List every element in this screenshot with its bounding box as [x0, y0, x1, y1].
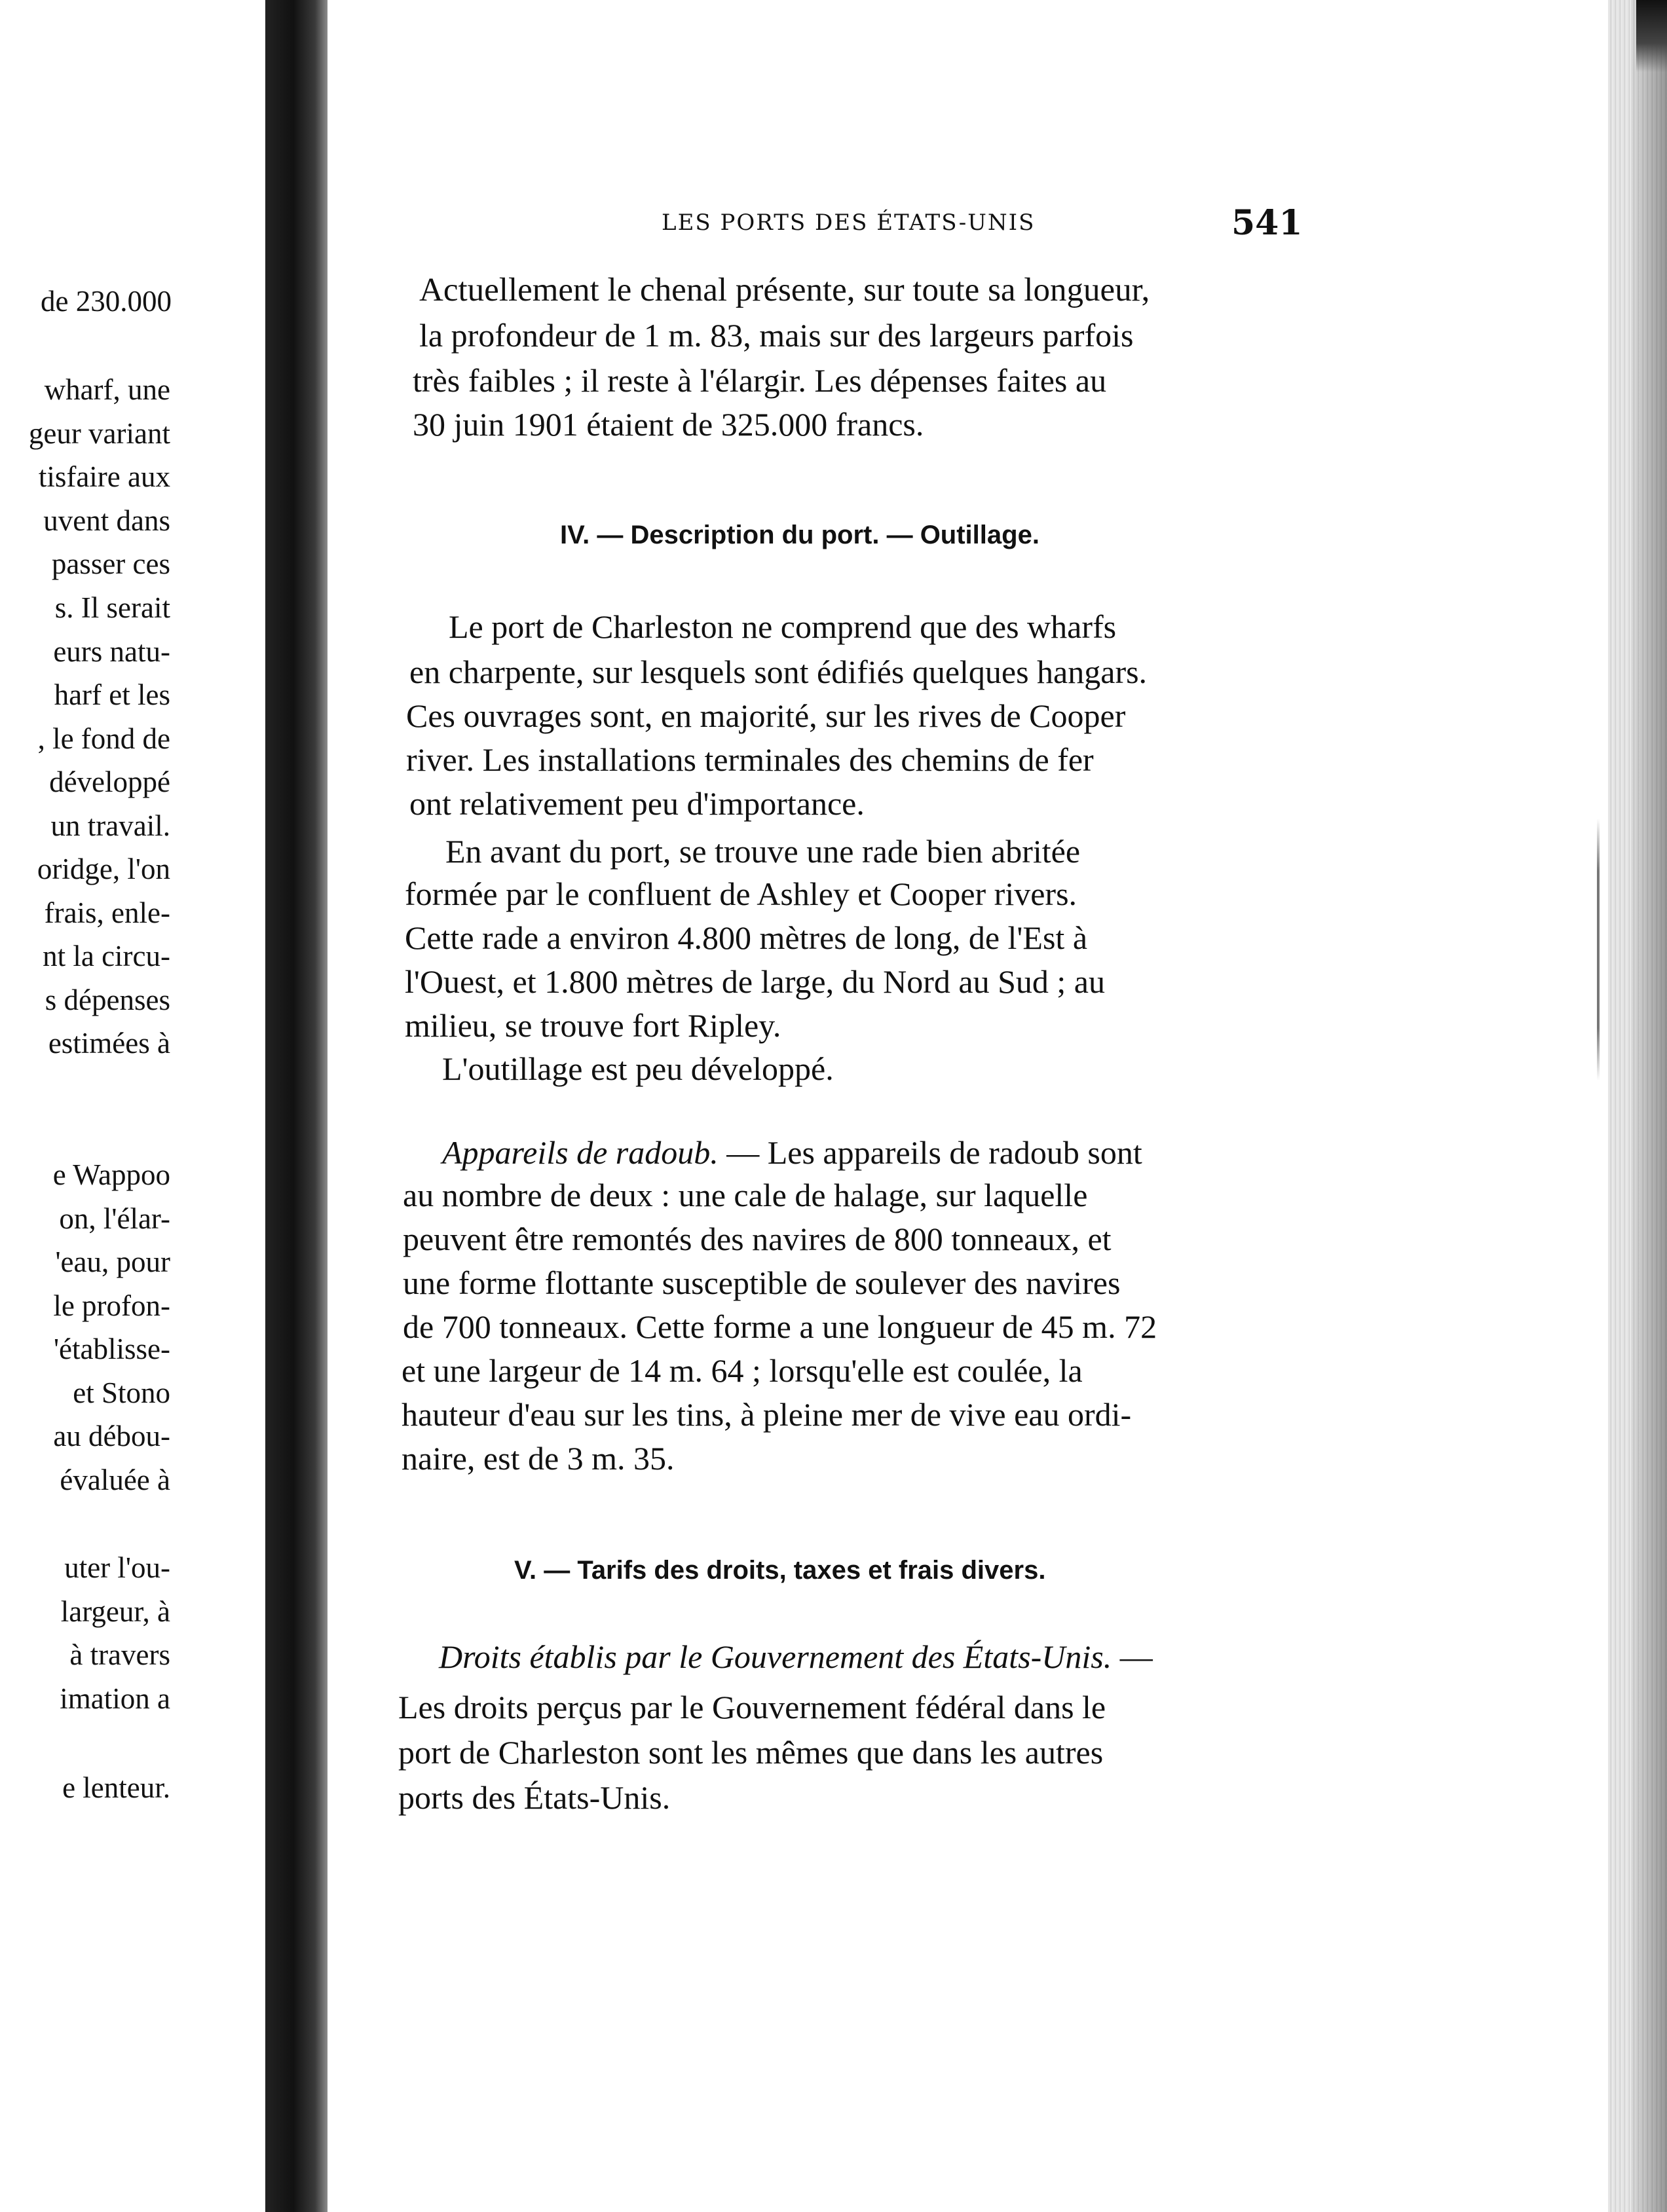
left-page-line: eurs natu-	[53, 635, 170, 668]
left-page-line: e lenteur.	[62, 1771, 170, 1804]
radoub-line: peuvent être remontés des navires de 800 tonneaux, et	[403, 1221, 1112, 1257]
left-page-line: le profon-	[53, 1289, 170, 1322]
radoub-title: Appareils de radoub.	[442, 1134, 719, 1171]
left-page-line: et Stono	[73, 1376, 170, 1409]
left-page-line: évaluée à	[60, 1464, 170, 1496]
book-gutter	[265, 0, 328, 2212]
left-page-line: tisfaire aux	[38, 460, 170, 493]
section-v-heading: V. — Tarifs des droits, taxes et frais divers.	[514, 1556, 1046, 1585]
radoub-line: une forme flottante susceptible de soulever des navires	[403, 1264, 1121, 1301]
radoub-line: au nombre de deux : une cale de halage, sur laquelle	[403, 1177, 1088, 1213]
left-page-line: 'établisse-	[53, 1333, 170, 1365]
left-page-line: passer ces	[51, 547, 170, 580]
left-page-line: développé	[49, 765, 170, 798]
radoub-first-line	[442, 1136, 1142, 1169]
paragraph-line: L'outillage est peu développé.	[442, 1050, 834, 1087]
left-page-line: s. Il serait	[54, 591, 170, 624]
droits-line: port de Charleston sont les mêmes que dans les autres	[398, 1734, 1104, 1771]
intro-line: Actuellement le chenal présente, sur toute sa longueur,	[419, 272, 1150, 308]
left-page-line: oridge, l'on	[37, 853, 170, 885]
left-page-line: un travail.	[50, 809, 170, 842]
intro-line: très faibles ; il reste à l'élargir. Les dépenses faites au	[413, 362, 1107, 399]
radoub-first-line-text: — Les appareils de radoub sont	[718, 1134, 1142, 1171]
left-page-line: e Wappoo	[52, 1158, 170, 1191]
left-page-line: largeur, à	[60, 1595, 170, 1628]
radoub-line: hauteur d'eau sur les tins, à pleine mer de vive eau ordi-	[402, 1396, 1132, 1433]
paragraph-line: ont relativement peu d'importance.	[409, 785, 865, 822]
left-page-line: imation a	[60, 1682, 170, 1715]
section-iv-heading: IV. — Description du port. — Outillage.	[560, 521, 1040, 549]
paragraph-line: l'Ouest, et 1.800 mètres de large, du Nord au Sud ; au	[405, 963, 1105, 1000]
paragraph-line: formée par le confluent de Ashley et Cooper rivers.	[405, 876, 1077, 912]
paragraph-line: en charpente, sur lesquels sont édifiés quelques hangars.	[409, 654, 1148, 690]
radoub-line: naire, est de 3 m. 35.	[402, 1440, 675, 1477]
left-page-line: on, l'élar-	[59, 1202, 170, 1235]
left-page-line: à travers	[69, 1638, 170, 1671]
paragraph-line: Ces ouvrages sont, en majorité, sur les rives de Cooper	[406, 697, 1126, 734]
left-page-line: geur variant	[28, 417, 170, 450]
intro-line: la profondeur de 1 m. 83, mais sur des largeurs parfois	[419, 317, 1134, 354]
paragraph-line: milieu, se trouve fort Ripley.	[405, 1007, 781, 1044]
radoub-line: et une largeur de 14 m. 64 ; lorsqu'elle est coulée, la	[402, 1352, 1083, 1389]
droits-dash: —	[1112, 1638, 1153, 1675]
left-page-line: nt la circu-	[43, 940, 170, 972]
droits-line: ports des États-Unis.	[398, 1779, 671, 1816]
left-page-line: de 230.000	[41, 285, 172, 318]
left-page-line: au débou-	[53, 1420, 170, 1452]
left-page-line: uvent dans	[43, 504, 170, 537]
left-page-line: uter l'ou-	[64, 1551, 170, 1584]
paragraph-line: Le port de Charleston ne comprend que des wharfs	[449, 608, 1117, 645]
left-page-line: wharf, une	[44, 373, 170, 406]
droits-first-line	[439, 1640, 1153, 1673]
left-page-line: estimées à	[48, 1027, 170, 1060]
left-page-line: s dépenses	[45, 984, 170, 1016]
paragraph-line: Cette rade a environ 4.800 mètres de long, de l'Est à	[405, 919, 1088, 956]
droits-title: Droits établis par le Gouvernement des États-Unis.	[439, 1638, 1112, 1675]
left-page-fragment	[0, 0, 269, 2212]
droits-line: Les droits perçus par le Gouvernement fédéral dans le	[398, 1689, 1106, 1725]
paragraph-line: En avant du port, se trouve une rade bien abritée	[445, 833, 1081, 870]
fore-edge-shadow	[1631, 0, 1667, 2212]
radoub-line: de 700 tonneaux. Cette forme a une longueur de 45 m. 72	[403, 1308, 1157, 1345]
corner-shadow	[1636, 0, 1667, 72]
left-page-line: 'eau, pour	[55, 1245, 170, 1278]
left-page-line: frais, enle-	[44, 896, 170, 929]
running-header-title: LES PORTS DES ÉTATS-UNIS	[662, 210, 1036, 236]
page-number: 541	[1231, 203, 1303, 243]
left-page-line: harf et les	[54, 678, 170, 711]
paragraph-line: river. Les installations terminales des chemins de fer	[406, 741, 1094, 778]
margin-mark	[1597, 819, 1600, 1080]
intro-line: 30 juin 1901 étaient de 325.000 francs.	[413, 406, 924, 443]
left-page-line: , le fond de	[37, 722, 170, 755]
